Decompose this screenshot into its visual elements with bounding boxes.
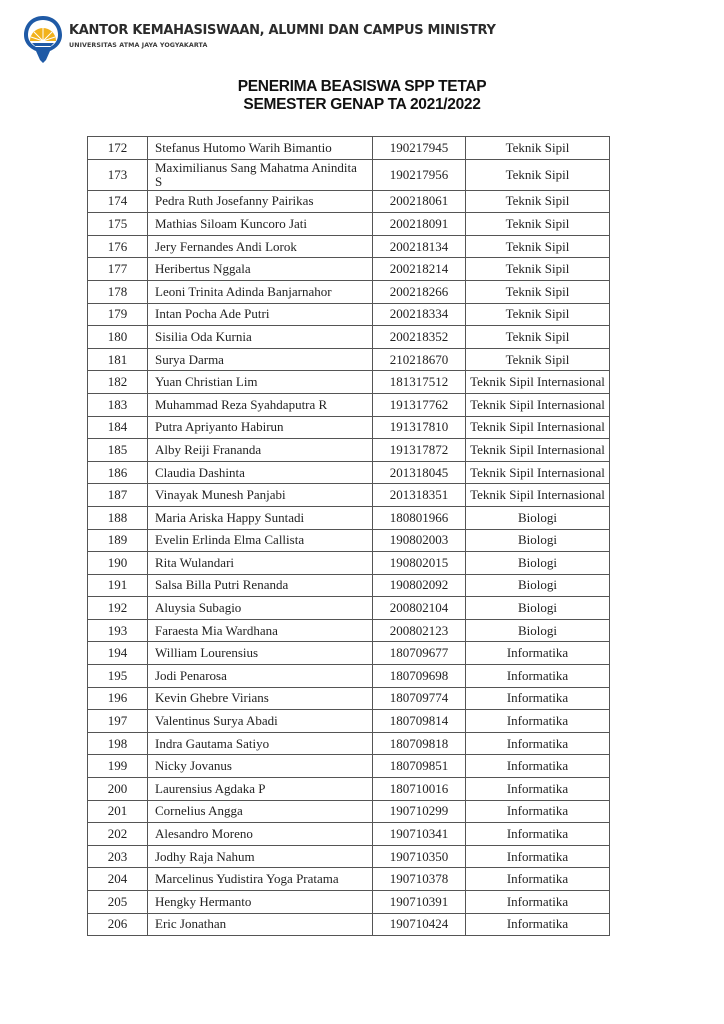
student-id: 190710378 — [373, 868, 466, 891]
row-number: 191 — [88, 574, 148, 597]
student-id: 201318045 — [373, 461, 466, 484]
study-program: Teknik Sipil — [466, 326, 610, 349]
student-id: 190710341 — [373, 823, 466, 846]
table-row — [88, 778, 610, 801]
row-number: 188 — [88, 506, 148, 529]
student-id: 200218214 — [373, 258, 466, 281]
table-row — [88, 913, 610, 936]
row-number: 205 — [88, 891, 148, 914]
student-name: Surya Darma — [148, 348, 373, 371]
study-program: Biologi — [466, 574, 610, 597]
table-row — [88, 326, 610, 349]
student-name: Hengky Hermanto — [148, 891, 373, 914]
student-name: Mathias Siloam Kuncoro Jati — [148, 213, 373, 236]
student-name: Marcelinus Yudistira Yoga Pratama — [148, 868, 373, 891]
table-row — [88, 371, 610, 394]
row-number: 182 — [88, 371, 148, 394]
student-id: 180709851 — [373, 755, 466, 778]
row-number: 184 — [88, 416, 148, 439]
table-row — [88, 439, 610, 462]
study-program: Teknik Sipil — [466, 213, 610, 236]
student-name: Kevin Ghebre Virians — [148, 687, 373, 710]
student-id: 200218134 — [373, 235, 466, 258]
row-number: 203 — [88, 845, 148, 868]
study-program: Teknik Sipil Internasional — [466, 484, 610, 507]
student-name: William Lourensius — [148, 642, 373, 665]
table-row — [88, 393, 610, 416]
study-program: Teknik Sipil — [466, 159, 610, 190]
university-name: UNIVERSITAS ATMA JAYA YOGYAKARTA — [69, 42, 208, 49]
row-number: 206 — [88, 913, 148, 936]
row-number: 192 — [88, 597, 148, 620]
study-program: Teknik Sipil — [466, 303, 610, 326]
study-program: Biologi — [466, 529, 610, 552]
student-id: 190710299 — [373, 800, 466, 823]
study-program: Teknik Sipil — [466, 280, 610, 303]
university-logo-icon — [22, 14, 64, 64]
student-name: Alesandro Moreno — [148, 823, 373, 846]
scholarship-recipients-table — [87, 136, 610, 936]
table-row — [88, 416, 610, 439]
study-program: Informatika — [466, 665, 610, 688]
table-row — [88, 303, 610, 326]
table-row — [88, 137, 610, 160]
row-number: 173 — [88, 159, 148, 190]
student-id: 180801966 — [373, 506, 466, 529]
student-id: 191317810 — [373, 416, 466, 439]
student-name: Salsa Billa Putri Renanda — [148, 574, 373, 597]
study-program: Informatika — [466, 732, 610, 755]
study-program: Informatika — [466, 913, 610, 936]
student-name: Faraesta Mia Wardhana — [148, 619, 373, 642]
student-name: Heribertus Nggala — [148, 258, 373, 281]
student-name: Yuan Christian Lim — [148, 371, 373, 394]
table-row — [88, 213, 610, 236]
row-number: 193 — [88, 619, 148, 642]
row-number: 201 — [88, 800, 148, 823]
table-row — [88, 800, 610, 823]
row-number: 200 — [88, 778, 148, 801]
student-name: Nicky Jovanus — [148, 755, 373, 778]
document-title: PENERIMA BEASISWA SPP TETAP — [237, 78, 487, 95]
table-row — [88, 461, 610, 484]
study-program: Teknik Sipil Internasional — [466, 439, 610, 462]
row-number: 196 — [88, 687, 148, 710]
student-id: 180709677 — [373, 642, 466, 665]
student-id: 190710391 — [373, 891, 466, 914]
table-row — [88, 159, 610, 190]
student-name: Claudia Dashinta — [148, 461, 373, 484]
student-name: Jery Fernandes Andi Lorok — [148, 235, 373, 258]
row-number: 194 — [88, 642, 148, 665]
study-program: Teknik Sipil Internasional — [466, 371, 610, 394]
table-row — [88, 845, 610, 868]
table-row — [88, 506, 610, 529]
table-row — [88, 732, 610, 755]
row-number: 199 — [88, 755, 148, 778]
study-program: Informatika — [466, 642, 610, 665]
study-program: Informatika — [466, 823, 610, 846]
study-program: Informatika — [466, 710, 610, 733]
row-number: 181 — [88, 348, 148, 371]
study-program: Teknik Sipil — [466, 235, 610, 258]
table-row — [88, 235, 610, 258]
table-row — [88, 868, 610, 891]
study-program: Informatika — [466, 891, 610, 914]
row-number: 175 — [88, 213, 148, 236]
student-name: Rita Wulandari — [148, 552, 373, 575]
student-name: Leoni Trinita Adinda Banjarnahor — [148, 280, 373, 303]
row-number: 172 — [88, 137, 148, 160]
student-id: 180709814 — [373, 710, 466, 733]
student-id: 181317512 — [373, 371, 466, 394]
table-row — [88, 552, 610, 575]
student-name: Maria Ariska Happy Suntadi — [148, 506, 373, 529]
table-row — [88, 258, 610, 281]
student-name: Putra Apriyanto Habirun — [148, 416, 373, 439]
row-number: 178 — [88, 280, 148, 303]
student-name: Stefanus Hutomo Warih Bimantio — [148, 137, 373, 160]
student-id: 190217956 — [373, 159, 466, 190]
student-id: 190802015 — [373, 552, 466, 575]
student-name: Maximilianus Sang Mahatma Anindita S — [148, 159, 373, 190]
student-name: Cornelius Angga — [148, 800, 373, 823]
table-row — [88, 619, 610, 642]
row-number: 198 — [88, 732, 148, 755]
row-number: 202 — [88, 823, 148, 846]
student-name: Muhammad Reza Syahdaputra R — [148, 393, 373, 416]
student-name: Eric Jonathan — [148, 913, 373, 936]
student-name: Laurensius Agdaka P — [148, 778, 373, 801]
student-id: 190710350 — [373, 845, 466, 868]
table-row — [88, 348, 610, 371]
study-program: Teknik Sipil Internasional — [466, 416, 610, 439]
student-name: Valentinus Surya Abadi — [148, 710, 373, 733]
study-program: Teknik Sipil — [466, 348, 610, 371]
student-id: 200218266 — [373, 280, 466, 303]
study-program: Biologi — [466, 552, 610, 575]
row-number: 195 — [88, 665, 148, 688]
row-number: 177 — [88, 258, 148, 281]
student-id: 180709818 — [373, 732, 466, 755]
student-name: Alby Reiji Frananda — [148, 439, 373, 462]
student-name: Jodhy Raja Nahum — [148, 845, 373, 868]
student-name: Aluysia Subagio — [148, 597, 373, 620]
study-program: Teknik Sipil — [466, 258, 610, 281]
student-id: 180710016 — [373, 778, 466, 801]
table-row — [88, 755, 610, 778]
table-row — [88, 529, 610, 552]
student-id: 190802092 — [373, 574, 466, 597]
table-row — [88, 687, 610, 710]
study-program: Informatika — [466, 845, 610, 868]
table-row — [88, 891, 610, 914]
table-row — [88, 597, 610, 620]
student-id: 191317762 — [373, 393, 466, 416]
student-id: 200802104 — [373, 597, 466, 620]
row-number: 190 — [88, 552, 148, 575]
student-id: 200218061 — [373, 190, 466, 213]
row-number: 174 — [88, 190, 148, 213]
student-id: 190710424 — [373, 913, 466, 936]
study-program: Biologi — [466, 506, 610, 529]
row-number: 180 — [88, 326, 148, 349]
study-program: Informatika — [466, 778, 610, 801]
student-name: Pedra Ruth Josefanny Pairikas — [148, 190, 373, 213]
student-id: 210218670 — [373, 348, 466, 371]
document-subtitle: SEMESTER GENAP TA 2021/2022 — [243, 96, 481, 113]
study-program: Informatika — [466, 868, 610, 891]
organization-name: KANTOR KEMAHASISWAAN, ALUMNI DAN CAMPUS MINISTRY — [69, 23, 496, 38]
table-row — [88, 484, 610, 507]
table-row — [88, 280, 610, 303]
row-number: 179 — [88, 303, 148, 326]
student-name: Evelin Erlinda Elma Callista — [148, 529, 373, 552]
student-id: 190802003 — [373, 529, 466, 552]
student-id: 180709698 — [373, 665, 466, 688]
table-body — [88, 137, 610, 936]
student-id: 201318351 — [373, 484, 466, 507]
table-row — [88, 710, 610, 733]
row-number: 204 — [88, 868, 148, 891]
student-id: 190217945 — [373, 137, 466, 160]
student-id: 191317872 — [373, 439, 466, 462]
student-name: Indra Gautama Satiyo — [148, 732, 373, 755]
student-name: Vinayak Munesh Panjabi — [148, 484, 373, 507]
study-program: Teknik Sipil — [466, 190, 610, 213]
table-row — [88, 190, 610, 213]
study-program: Informatika — [466, 755, 610, 778]
study-program: Teknik Sipil Internasional — [466, 461, 610, 484]
student-id: 200218352 — [373, 326, 466, 349]
table-row — [88, 642, 610, 665]
study-program: Biologi — [466, 597, 610, 620]
row-number: 186 — [88, 461, 148, 484]
study-program: Biologi — [466, 619, 610, 642]
table-row — [88, 823, 610, 846]
student-id: 200218334 — [373, 303, 466, 326]
row-number: 185 — [88, 439, 148, 462]
student-name: Jodi Penarosa — [148, 665, 373, 688]
table-row — [88, 665, 610, 688]
row-number: 189 — [88, 529, 148, 552]
student-name: Intan Pocha Ade Putri — [148, 303, 373, 326]
student-id: 200802123 — [373, 619, 466, 642]
study-program: Informatika — [466, 800, 610, 823]
row-number: 183 — [88, 393, 148, 416]
student-id: 180709774 — [373, 687, 466, 710]
study-program: Informatika — [466, 687, 610, 710]
study-program: Teknik Sipil Internasional — [466, 393, 610, 416]
table-row — [88, 574, 610, 597]
row-number: 176 — [88, 235, 148, 258]
row-number: 197 — [88, 710, 148, 733]
student-id: 200218091 — [373, 213, 466, 236]
row-number: 187 — [88, 484, 148, 507]
study-program: Teknik Sipil — [466, 137, 610, 160]
student-name: Sisilia Oda Kurnia — [148, 326, 373, 349]
